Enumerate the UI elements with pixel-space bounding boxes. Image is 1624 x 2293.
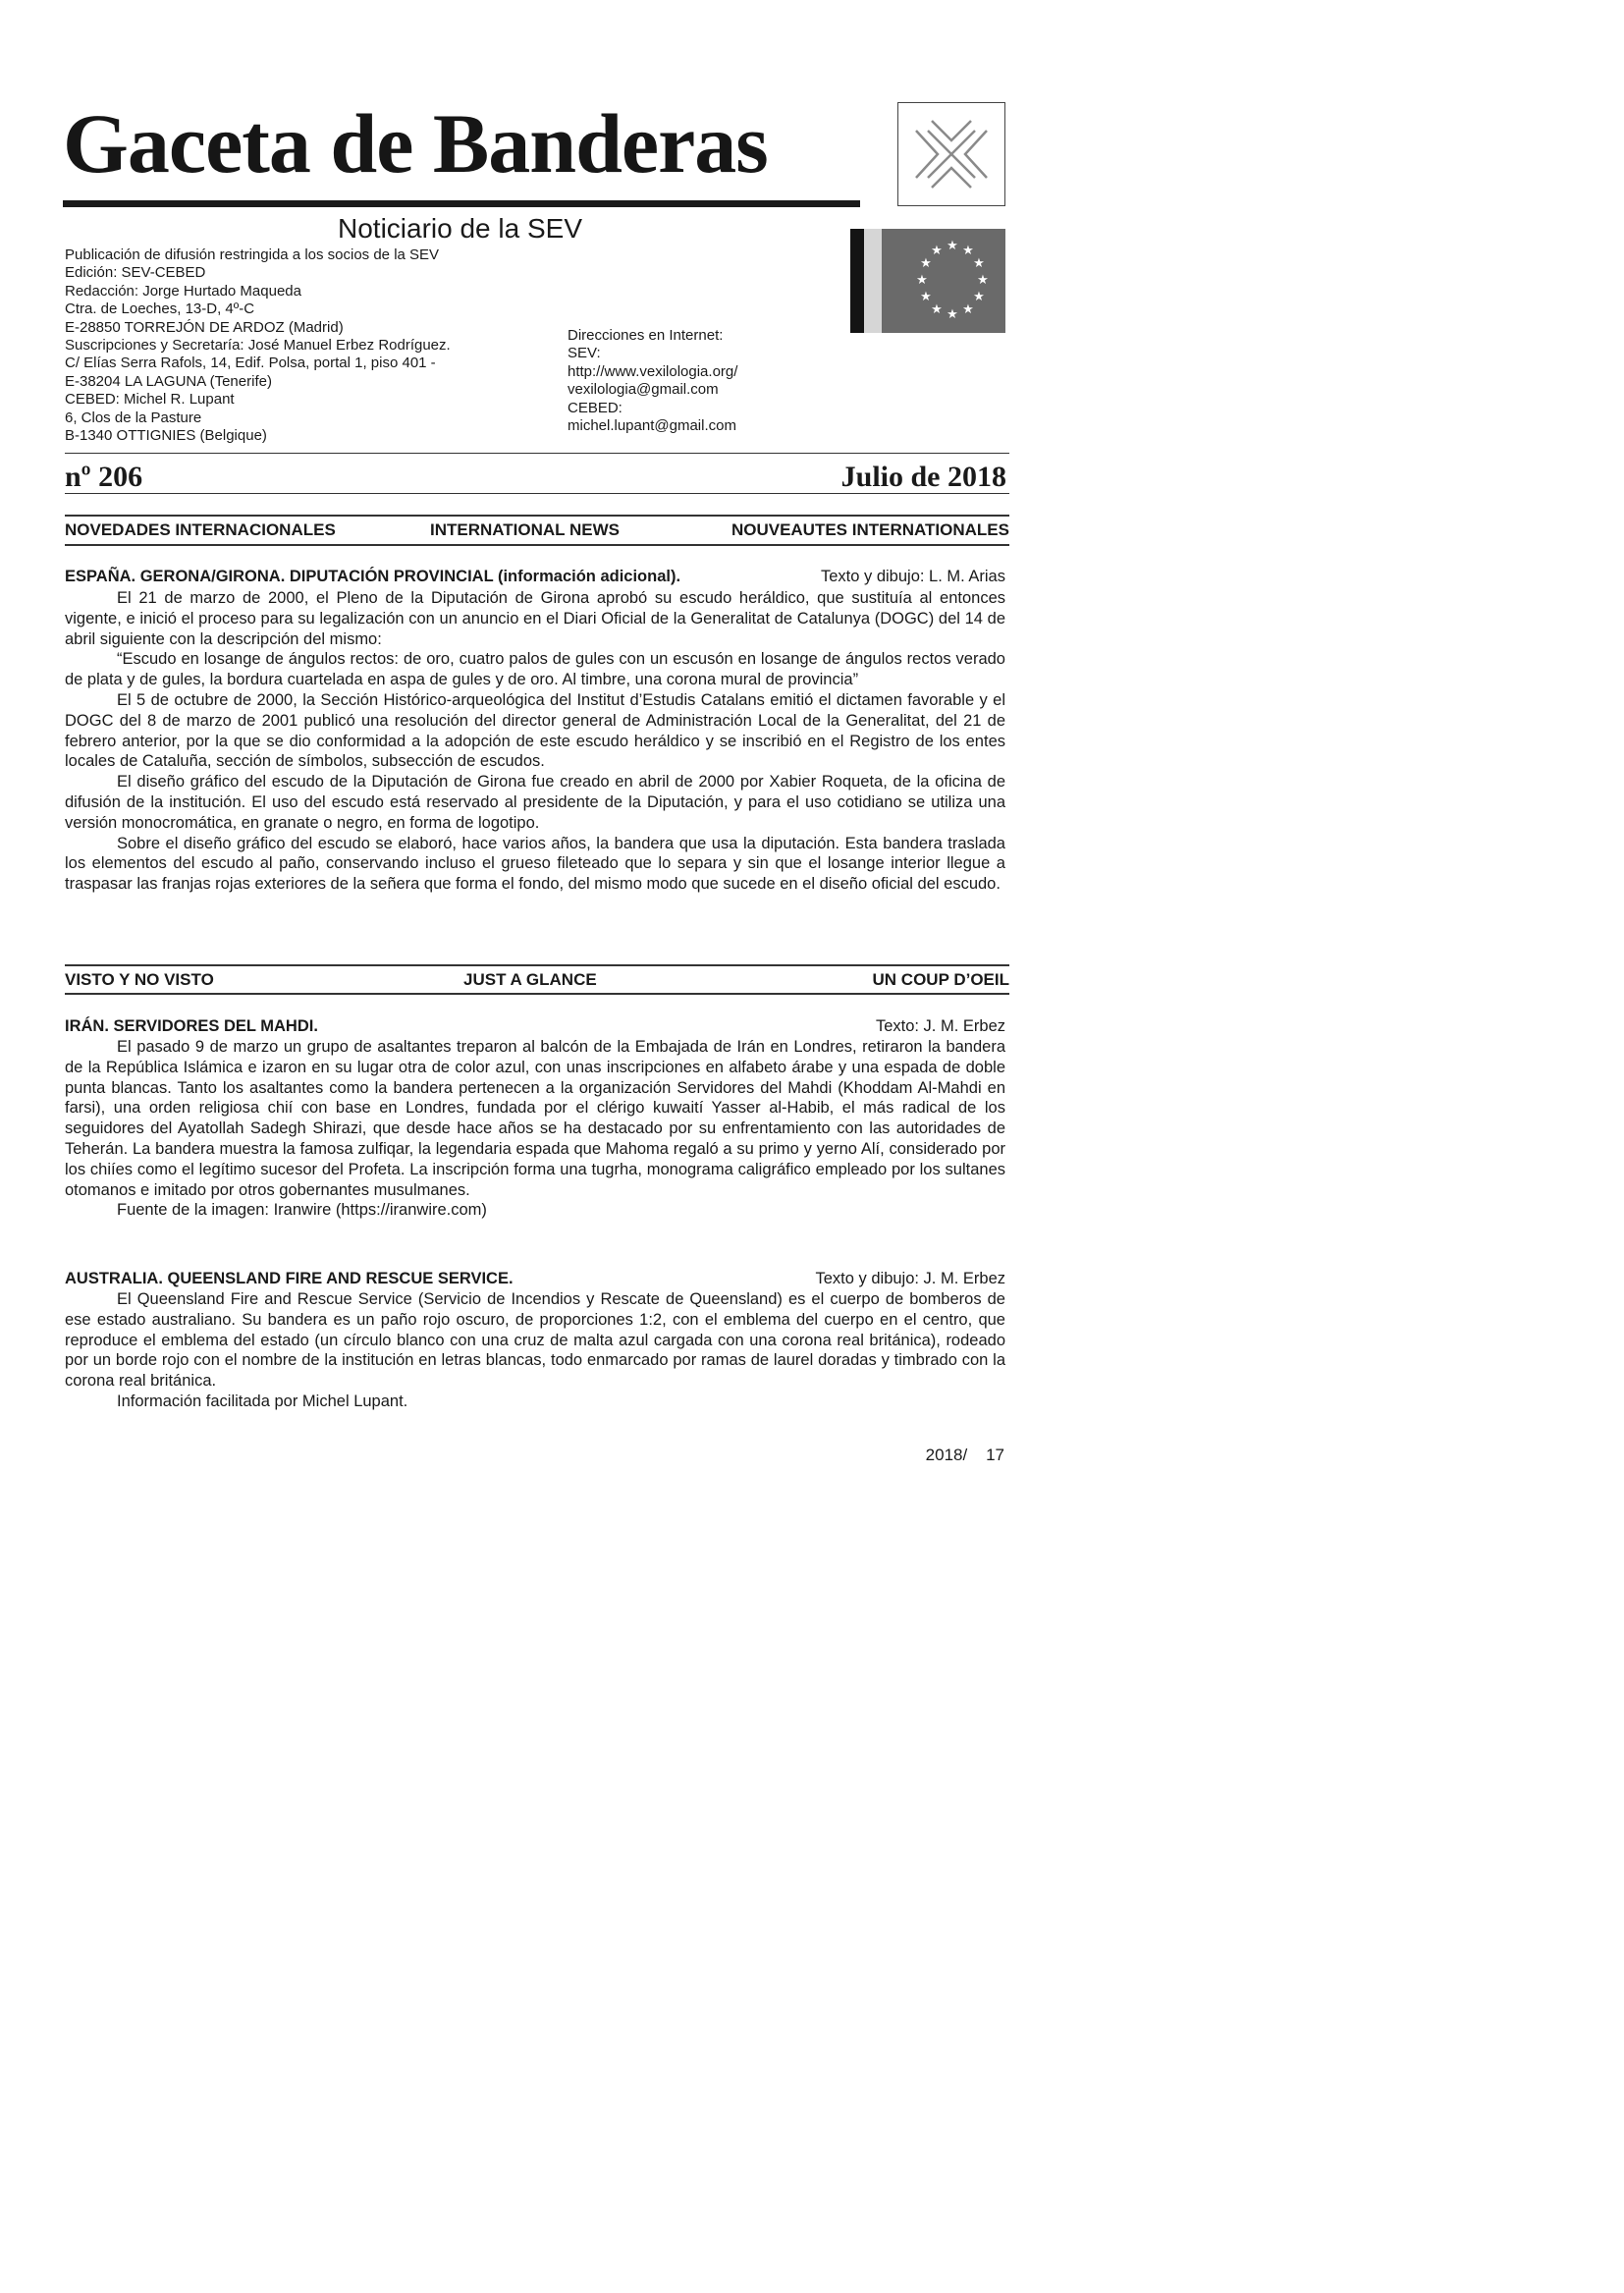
section-title-en: INTERNATIONAL NEWS [430,520,620,539]
info-line: http://www.vexilologia.org/ [568,362,738,380]
issue-rule [65,493,1009,494]
masthead-title: Gaceta de Banderas [63,96,768,191]
page-number: 2018/ 17 [925,1446,1004,1464]
info-line: Publicación de difusión restringida a los socios de la SEV [65,246,440,263]
section-rule-top [65,515,1009,517]
article-credit: Texto y dibujo: J. M. Erbez [815,1270,1005,1287]
section-rule-top [65,964,1009,966]
paragraph: “Escudo en losange de ángulos rectos: de oro, cuatro palos de gules con un escusón en losange de ángulos rectos verado de plata y de gules, la bordura cuartelada en aspa de gules y de oro. Al timbre, una corona mural de provincia” [65,650,1005,689]
info-line: C/ Elías Serra Rafols, 14, Edif. Polsa, portal 1, piso 401 - [65,355,436,372]
section-title-es: VISTO Y NO VISTO [65,970,214,989]
info-line: CEBED: [568,399,623,416]
info-divider [65,453,1009,454]
section-title-fr: UN COUP D’OEIL [872,970,1009,989]
info-line: E-28850 TORREJÓN DE ARDOZ (Madrid) [65,318,344,336]
article-credit: Texto y dibujo: L. M. Arias [820,568,1005,585]
article-body [65,1289,1005,1412]
info-line: Suscripciones y Secretaría: José Manuel Erbez Rodríguez. [65,337,451,355]
info-line: Redacción: Jorge Hurtado Maqueda [65,282,301,300]
svg-text:★: ★ [973,256,985,271]
eu-flag-emblem [850,229,1005,333]
svg-text:★: ★ [920,256,932,271]
article-title: ESPAÑA. GERONA/GIRONA. DIPUTACIÓN PROVINCIAL (información adicional). [65,568,681,585]
crossed-lines-icon [898,103,1004,205]
eu-flag-icon [850,229,1005,333]
issue-date: Julio de 2018 [840,461,1006,493]
masthead-subtitle: Noticiario de la SEV [338,213,583,244]
info-line: 6, Clos de la Pasture [65,409,202,426]
paragraph: Fuente de la imagen: Iranwire (https://iranwire.com) [117,1201,487,1220]
paragraph: Información facilitada por Michel Lupant. [117,1392,408,1410]
article-header [65,1270,1005,1288]
svg-text:★: ★ [947,239,958,253]
paragraph: El 21 de marzo de 2000, el Pleno de la Diputación de Girona aprobó su escudo heráldico, que sustituía al entonces vigente, e inició el proceso para su legalización con un anuncio en el Diari Oficial de la Generalitat de Catalunya (DOGC) del 14 de abril siguiente con la descripción del mismo: [65,589,1005,648]
info-line: Edición: SEV-CEBED [65,264,206,282]
masthead-rule [63,200,860,207]
paragraph: El Queensland Fire and Rescue Service (Servicio de Incendios y Rescate de Queensland) es el cuerpo de bomberos de ese estado australiano. Su bandera es un paño rojo oscuro, de proporciones 1:2, con el emblema del cuerpo en el centro, que reproduce el emblema del estado (un círculo blanco con una cruz de malta azul cargada con una corona real británica), rodeado por un borde rojo con el nombre de la institución en letras blancas, todo enmarcado por ramas de laurel doradas y timbrado con la corona real británica. [65,1290,1005,1391]
paragraph: El 5 de octubre de 2000, la Sección Histórico-arqueológica del Institut d’Estudis Catalans emitió el dictamen favorable y el DOGC del 8 de marzo de 2001 publicó una resolución del director general de Administración Local de la Generalitat, del 21 de febrero anterior, por la que se dio conformidad a la adopción de este escudo heráldico y se inscribió en el Registro de los entes locales de Cataluña, sección de símbolos, subsección de escudos. [65,690,1005,771]
svg-text:★: ★ [962,244,974,258]
info-line: michel.lupant@gmail.com [568,417,736,435]
section-title-fr: NOUVEAUTES INTERNATIONALES [731,520,1009,539]
issue-number: nº 206 [65,461,143,493]
paragraph: Sobre el diseño gráfico del escudo se elaboró, hace varios años, la bandera que usa la diputación. Esta bandera traslada los elementos del escudo al paño, conservando incluso el grueso fileteado que lo separa y sin que el losange interior llegue a traspasar las franjas rojas exteriores de la señera que forma el fondo, del mismo modo que sucede en el diseño oficial del escudo. [65,834,1005,894]
section-title-es: NOVEDADES INTERNACIONALES [65,520,336,539]
info-line: Ctra. de Loeches, 13-D, 4º-C [65,300,255,318]
info-line: E-38204 LA LAGUNA (Tenerife) [65,372,272,390]
article-title: AUSTRALIA. QUEENSLAND FIRE AND RESCUE SERVICE. [65,1270,514,1287]
internet-addresses [568,327,737,435]
section-rule-bottom [65,993,1009,995]
article-credit: Texto: J. M. Erbez [875,1017,1005,1035]
info-line: CEBED: Michel R. Lupant [65,391,235,409]
article-header [65,1017,1005,1036]
sev-logo [897,102,1005,206]
svg-text:★: ★ [977,273,989,288]
svg-text:★: ★ [916,273,928,288]
section-rule-bottom [65,544,1009,546]
article-header [65,568,1005,586]
svg-text:★: ★ [920,290,932,304]
info-line: B-1340 OTTIGNIES (Belgique) [65,427,267,445]
section-title-en: JUST A GLANCE [463,970,597,989]
svg-text:★: ★ [973,290,985,304]
paragraph: El pasado 9 de marzo un grupo de asaltantes treparon al balcón de la Embajada de Irán en Londres, retiraron la bandera de la República Islámica e izaron en su lugar otra de color azul, con unas inscripciones en alfabeto árabe y una espada de doble punta blancas. Tanto los asaltantes como la bandera pertenecen a la organización Servidores del Mahdi (Khoddam Al-Mahdi en farsi), una orden religiosa chií con base en Londres, fundada por el clérigo kuwaití Yasser al-Habib, el más radical de los seguidores del Ayatollah Sadegh Shirazi, que desde hace años se ha destacado por su enfrentamiento con las autoridades de Teherán. La bandera muestra la famosa zulfiqar, la legendaria espada que Mahoma regaló a su primo y yerno Alí, considerado por los chiíes como el legítimo sucesor del Profeta. La inscripción forma una tugrha, monograma caligráfico empleado por los sultanes otomanos e imitado por otros gobernantes musulmanes. [65,1038,1005,1199]
svg-text:★: ★ [947,307,958,322]
article-body [65,1037,1005,1221]
info-line: vexilologia@gmail.com [568,381,719,399]
article-body [65,588,1005,895]
paragraph: El diseño gráfico del escudo de la Diputación de Girona fue creado en abril de 2000 por Xabier Roqueta, de la oficina de difusión de la institución. El uso del escudo está reservado al presidente de la Diputación, y para el uso cotidiano se utiliza una versión monocromática, en granate o negro, en forma de logotipo. [65,773,1005,832]
publication-info [65,246,451,445]
section-header-international [65,520,1009,542]
info-line: SEV: [568,345,601,362]
svg-text:★: ★ [962,302,974,317]
article-title: IRÁN. SERVIDORES DEL MAHDI. [65,1017,318,1035]
svg-text:★: ★ [931,244,943,258]
info-line: Direcciones en Internet: [568,327,724,344]
section-header-glance [65,970,1009,992]
svg-text:★: ★ [931,302,943,317]
